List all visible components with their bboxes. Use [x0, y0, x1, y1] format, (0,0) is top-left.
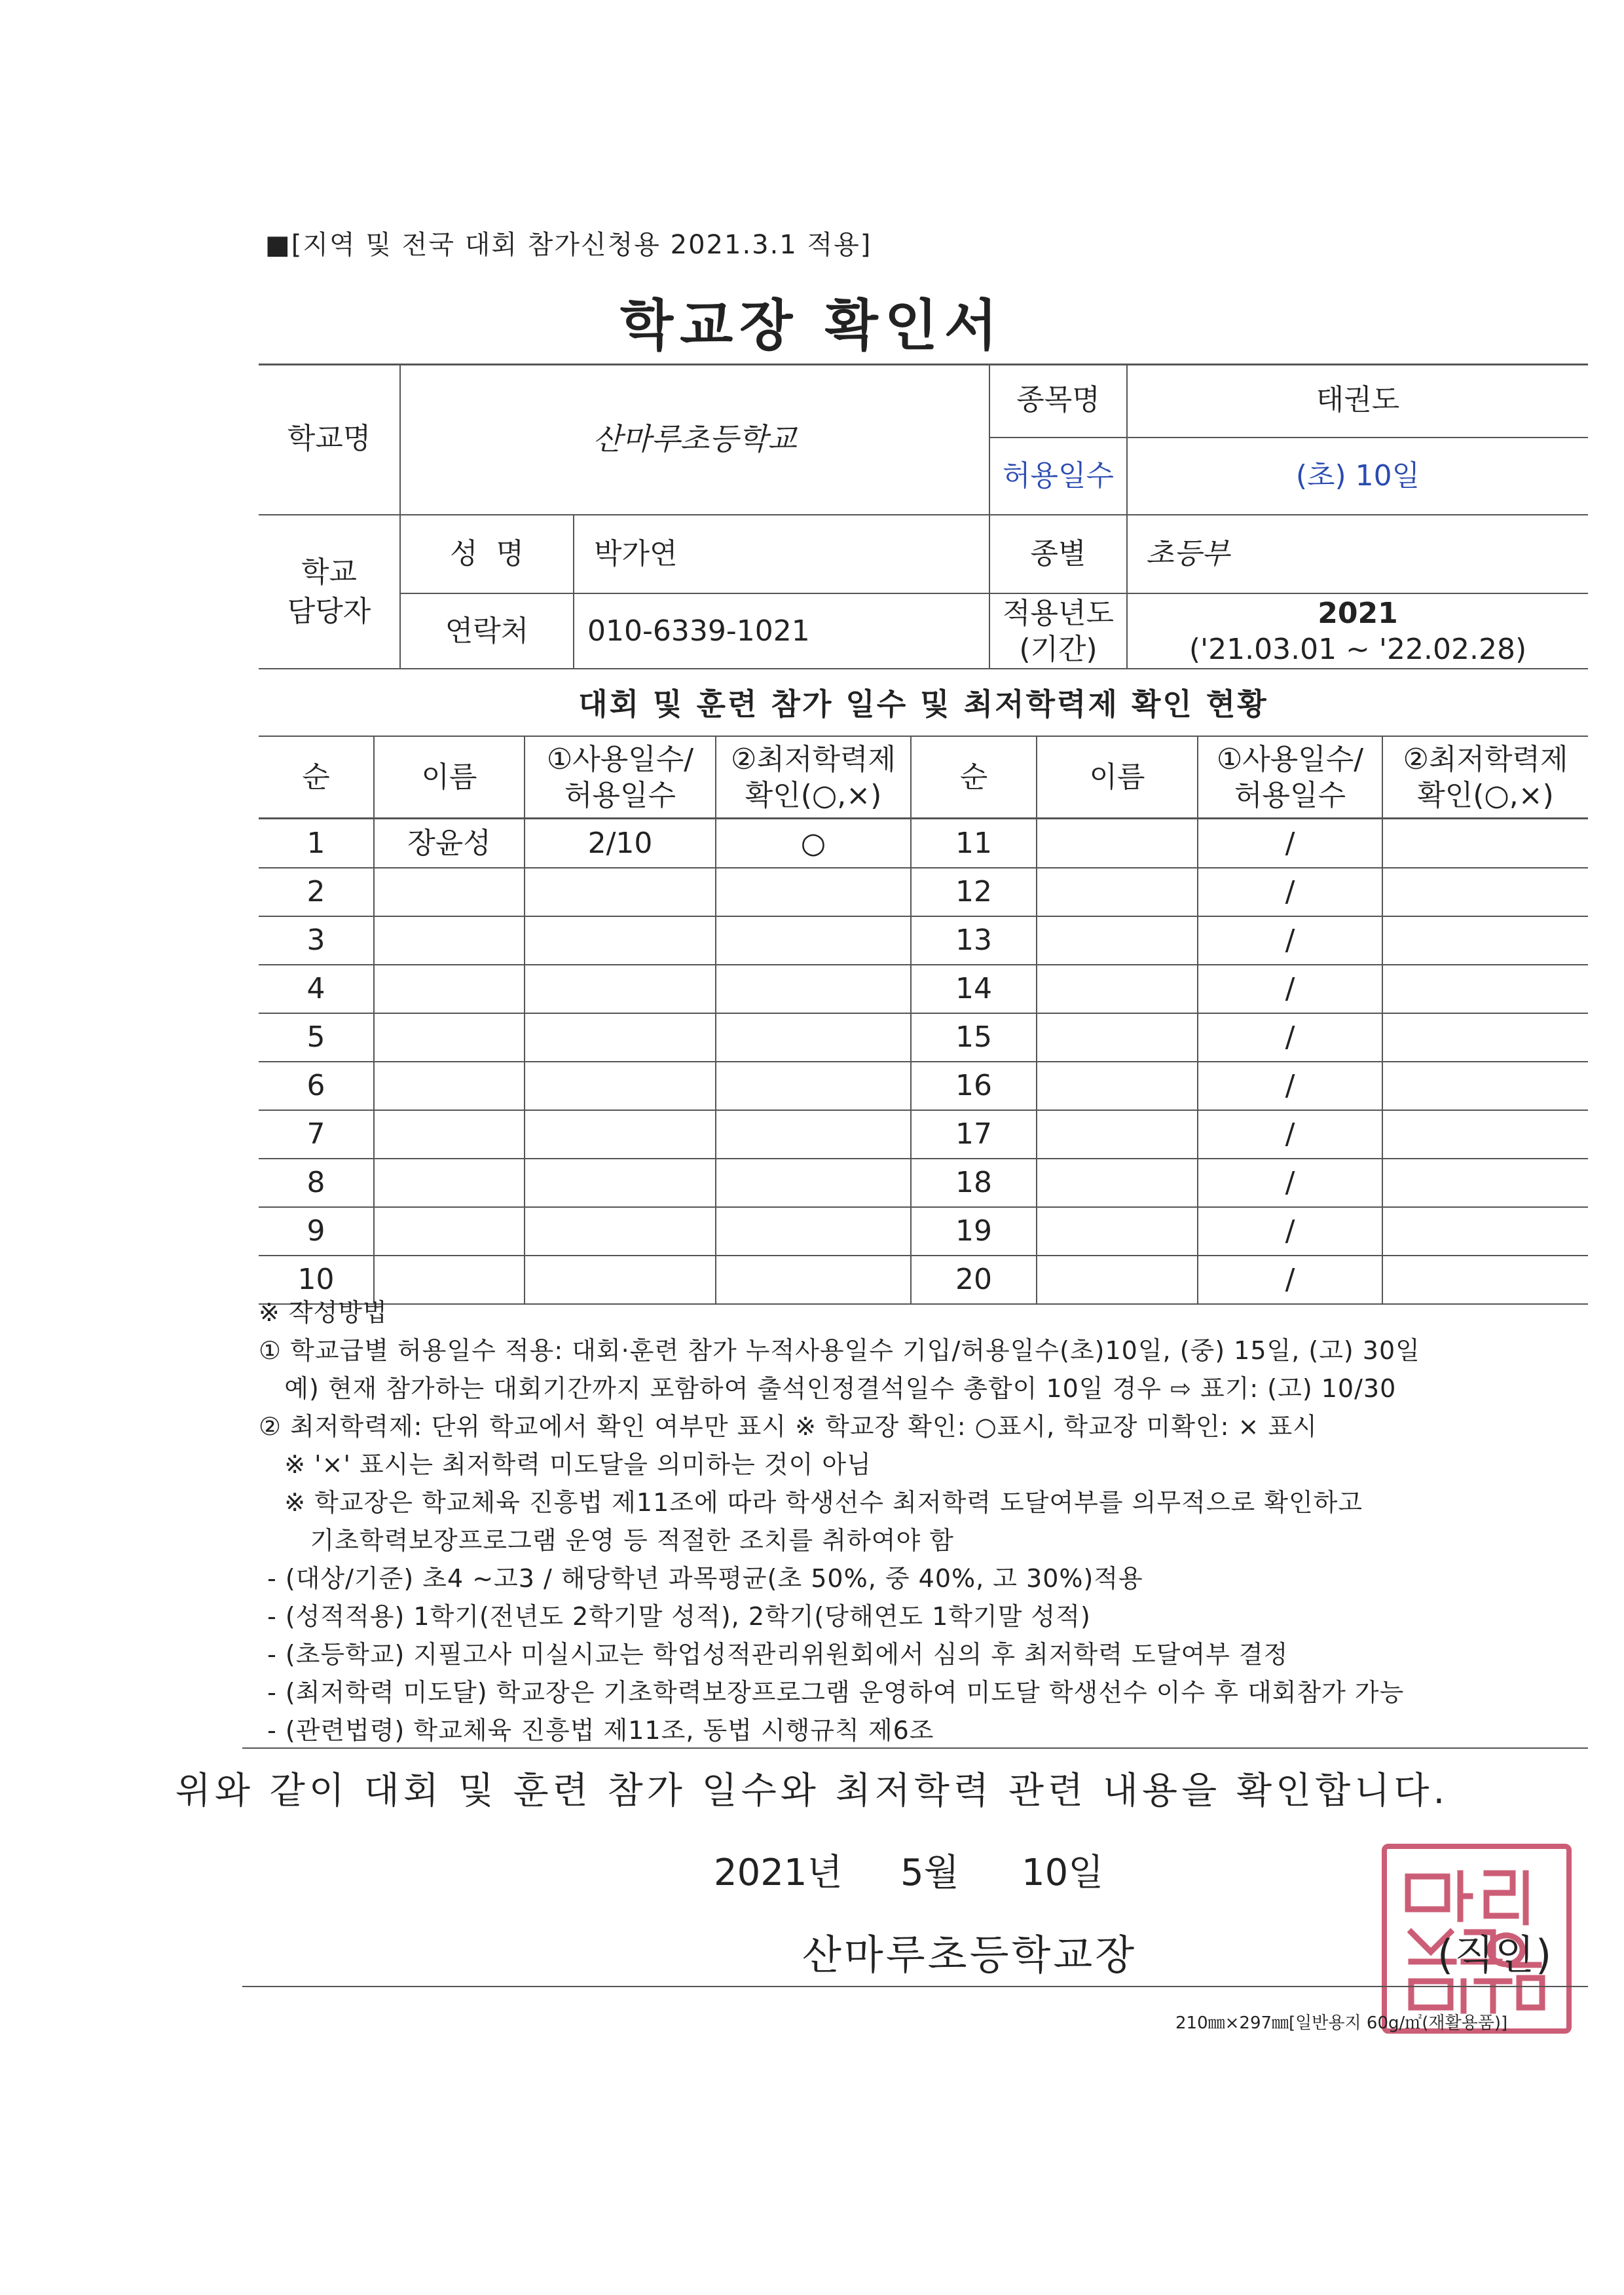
date-month: 5월	[900, 1852, 959, 1894]
right-row-days-cell: /	[1285, 1263, 1295, 1297]
right-row-no-cell: 15	[955, 1020, 992, 1054]
date-year: 2021년	[714, 1852, 843, 1894]
right-row-name-cell	[1037, 1062, 1197, 1110]
right-row-days-cell: /	[1285, 1214, 1295, 1248]
col-header-days-left	[525, 737, 715, 817]
left-row-no-cell: 3	[306, 924, 325, 958]
right-row-no-cell: 11	[955, 827, 992, 861]
left-row-days-cell	[525, 1208, 715, 1255]
page-title: 학교장 확인서	[619, 293, 1005, 358]
col-header-check-line1: ②최저학력제	[1403, 742, 1568, 776]
left-row-no-cell: 2	[306, 875, 325, 909]
left-row-days-cell	[525, 1111, 715, 1158]
col-header-check-right	[1383, 737, 1588, 817]
instructions	[259, 1294, 1581, 1749]
left-row-check-cell	[716, 1159, 910, 1206]
right-row-days-cell: /	[1285, 1166, 1295, 1200]
left-row-check-cell	[716, 868, 910, 916]
right-row-name-cell	[1037, 868, 1197, 916]
right-row-check-cell	[1383, 1208, 1588, 1255]
period-label-line1: 적용년도	[1002, 596, 1114, 630]
instruction-line: ② 최저학력제: 단위 학교에서 확인 여부만 표시 ※ 학교장 확인: ○표시, 학교장 미확인: × 표시	[259, 1412, 1318, 1441]
left-row-no-cell: 10	[297, 1263, 335, 1297]
allowed-days-value: (초) 10일	[1295, 459, 1420, 493]
right-row-name-cell	[1037, 1014, 1197, 1061]
right-row-days-cell: /	[1285, 875, 1295, 909]
instruction-line: - (최저학력 미도달) 학교장은 기초학력보장프로그램 운영하여 미도달 학생선수 이수 후 대회참가 가능	[259, 1678, 1405, 1707]
right-row-check-cell	[1383, 1014, 1588, 1061]
form-version-note: ■[지역 및 전국 대회 참가신청용 2021.3.1 적용]	[265, 230, 872, 260]
left-row-days-cell	[525, 868, 715, 916]
confirmation-statement: 위와 같이 대회 및 훈련 참가 일수와 최저학력 관련 내용을 확인합니다.	[175, 1770, 1449, 1812]
period-value	[1128, 594, 1588, 668]
col-header-check-line2: 확인(○,×)	[1417, 778, 1554, 812]
seal-label: (직인)	[1437, 1931, 1553, 1979]
right-row-check-cell	[1383, 868, 1588, 916]
left-row-days-cell	[525, 965, 715, 1013]
right-row-no-cell: 19	[955, 1214, 992, 1248]
left-row-name-cell	[375, 965, 524, 1013]
date-day: 10일	[1022, 1852, 1104, 1894]
instruction-line: ※ 작성방법	[259, 1298, 388, 1327]
left-row-days-cell	[525, 1159, 715, 1206]
right-row-check-cell	[1383, 965, 1588, 1013]
left-row-no-cell: 8	[306, 1166, 325, 1200]
period-range: ('21.03.01 ~ '22.02.28)	[1189, 632, 1527, 666]
left-row-check-cell	[716, 1062, 910, 1110]
right-row-name-cell	[1037, 1159, 1197, 1206]
right-row-check-cell	[1383, 917, 1588, 964]
left-row-no-cell: 6	[306, 1069, 325, 1103]
right-row-no-cell: 14	[955, 972, 992, 1006]
instruction-line: - (관련법령) 학교체육 진흥법 제11조, 동법 시행규칙 제6조	[259, 1716, 934, 1745]
instruction-line: ※ 학교장은 학교체육 진흥법 제11조에 따라 학생선수 최저학력 도달여부를 의무적으로 확인하고	[259, 1488, 1363, 1517]
contact-person-label	[259, 515, 399, 668]
col-header-name-left: 이름	[421, 760, 477, 794]
right-row-days-cell: /	[1285, 827, 1295, 861]
instruction-line: 기초학력보장프로그램 운영 등 적절한 조치를 취하여야 함	[259, 1526, 954, 1555]
phone-label: 연락처	[445, 614, 529, 648]
right-row-no-cell: 13	[955, 924, 992, 958]
col-header-days-line2: 허용일수	[564, 778, 676, 812]
right-row-days-cell: /	[1285, 1117, 1295, 1151]
right-row-name-cell	[1037, 965, 1197, 1013]
right-row-days-cell: /	[1285, 1069, 1295, 1103]
right-row-name-cell	[1037, 917, 1197, 964]
section-title: 대회 및 훈련 참가 일수 및 최저학력제 확인 현황	[578, 686, 1268, 722]
period-label-line2: (기간)	[1019, 632, 1098, 666]
left-row-name-cell	[375, 1014, 524, 1061]
left-row-check-cell	[716, 1111, 910, 1158]
signer-name: 산마루초등학교장	[802, 1931, 1137, 1979]
right-row-check-cell	[1383, 1062, 1588, 1110]
right-row-no-cell: 12	[955, 875, 992, 909]
right-row-check-cell	[1383, 820, 1588, 867]
contact-label-line1: 학교	[301, 555, 357, 589]
left-row-no-cell: 1	[306, 827, 325, 861]
left-row-check-cell	[716, 1014, 910, 1061]
col-header-days-right	[1198, 737, 1382, 817]
left-row-name-cell	[375, 1062, 524, 1110]
col-header-check-line1: ②최저학력제	[731, 742, 896, 776]
col-header-days-line2: 허용일수	[1234, 778, 1346, 812]
left-row-days-cell	[525, 917, 715, 964]
instruction-line: 예) 현재 참가하는 대회기간까지 포함하여 출석인정결석일수 총합이 10일 경우 ⇨ 표기: (고) 10/30	[259, 1374, 1397, 1403]
left-row-name-cell	[375, 1208, 524, 1255]
period-label	[990, 594, 1126, 668]
left-row-check-cell	[716, 965, 910, 1013]
left-row-days-cell: 2/10	[587, 827, 653, 861]
left-row-days-cell	[525, 1014, 715, 1061]
right-row-no-cell: 16	[955, 1069, 992, 1103]
right-row-days-cell: /	[1285, 1020, 1295, 1054]
allowed-days-label: 허용일수	[1002, 459, 1114, 493]
sport-value: 태권도	[1316, 383, 1400, 417]
col-header-name-right: 이름	[1089, 760, 1145, 794]
name-value: 박가연	[594, 537, 678, 571]
right-row-no-cell: 20	[955, 1263, 992, 1297]
right-row-days-cell: /	[1285, 924, 1295, 958]
sport-label: 종목명	[1016, 383, 1100, 417]
right-row-no-cell: 18	[955, 1166, 992, 1200]
paper-size-note: 210㎜×297㎜[일반용지 60g/㎡(재활용품)]	[1175, 2013, 1508, 2033]
col-header-check-left	[716, 737, 910, 817]
right-row-check-cell	[1383, 1159, 1588, 1206]
left-row-check-cell	[716, 917, 910, 964]
right-row-name-cell	[1037, 1208, 1197, 1255]
year-value: 2021	[1318, 596, 1398, 630]
school-name-label: 학교명	[287, 422, 371, 456]
left-row-name-cell	[375, 868, 524, 916]
division-value: 초등부	[1146, 537, 1230, 571]
instruction-line: ※ '×' 표시는 최저학력 미도달을 의미하는 것이 아님	[259, 1450, 872, 1479]
left-row-no-cell: 9	[306, 1214, 325, 1248]
instruction-line: - (성적적용) 1학기(전년도 2학기말 성적), 2학기(당해연도 1학기말 성적)	[259, 1602, 1091, 1631]
left-row-name-cell	[375, 1159, 524, 1206]
left-row-days-cell	[525, 1062, 715, 1110]
school-name-value: 산마루초등학교	[593, 420, 797, 457]
instruction-line: - (대상/기준) 초4 ~고3 / 해당학년 과목평균(초 50%, 중 40%, 고 30%)적용	[259, 1564, 1143, 1593]
left-row-no-cell: 7	[306, 1117, 325, 1151]
right-row-name-cell	[1037, 820, 1197, 867]
instruction-line: - (초등학교) 지필고사 미실시교는 학업성적관리위원회에서 심의 후 최저학력 도달여부 결정	[259, 1640, 1289, 1669]
contact-label-line2: 담당자	[287, 594, 371, 628]
instruction-line: ① 학교급별 허용일수 적용: 대회·훈련 참가 누적사용일수 기입/허용일수(초)10일, (중) 15일, (고) 30일	[259, 1336, 1420, 1365]
col-header-check-line2: 확인(○,×)	[745, 778, 882, 812]
col-header-days-line1: ①사용일수/	[546, 742, 694, 776]
left-row-name-cell	[375, 917, 524, 964]
left-row-check-cell	[716, 1208, 910, 1255]
col-header-no-right: 순	[959, 760, 988, 794]
phone-value: 010-6339-1021	[587, 614, 810, 648]
name-label: 성 명	[450, 537, 524, 571]
left-row-check-cell: ○	[800, 827, 826, 861]
right-row-days-cell: /	[1285, 972, 1295, 1006]
left-row-no-cell: 4	[306, 972, 325, 1006]
left-row-no-cell: 5	[306, 1020, 325, 1054]
left-row-name-cell: 장윤성	[407, 827, 491, 861]
division-label: 종별	[1030, 537, 1086, 571]
left-row-name-cell	[375, 1111, 524, 1158]
right-row-no-cell: 17	[955, 1117, 992, 1151]
col-header-no-left: 순	[302, 760, 330, 794]
right-row-check-cell	[1383, 1111, 1588, 1158]
col-header-days-line1: ①사용일수/	[1216, 742, 1364, 776]
right-row-name-cell	[1037, 1111, 1197, 1158]
